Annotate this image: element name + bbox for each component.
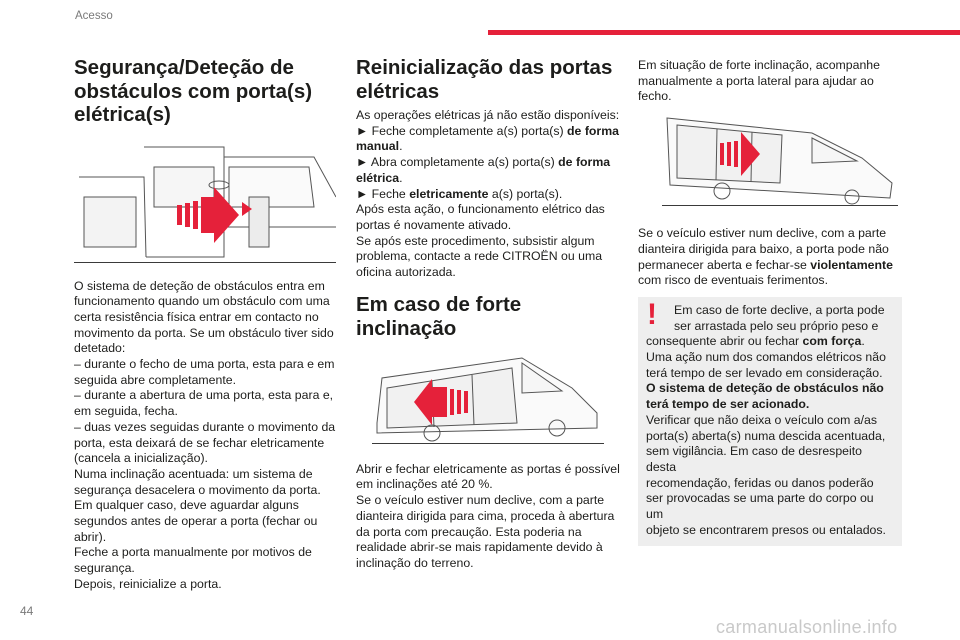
text-line: em seguida, fecha. xyxy=(74,404,178,419)
intro-line: As operações elétricas já não estão disponíveis: xyxy=(356,108,620,122)
text-line: Feche a porta manualmente por motivos de xyxy=(74,545,312,560)
illustration-van-downhill xyxy=(662,113,898,206)
text-line: manualmente a porta lateral para ajudar ao xyxy=(638,73,874,88)
door-obstacle-drawing xyxy=(74,137,336,262)
text-line: dianteira dirigida para cima, proceda à abertura xyxy=(356,508,615,523)
warning-line: Uma ação num dos comandos elétricos não xyxy=(646,350,886,365)
section-accent-bar xyxy=(488,30,960,35)
body-downhill xyxy=(638,226,902,289)
text-line: problema, contacte a rede CITROËN ou uma xyxy=(356,249,603,264)
warning-line: ser provocadas se uma parte do corpo ou um xyxy=(646,491,874,522)
step-2: ► Abra completamente a(s) porta(s) de forma xyxy=(356,155,611,170)
step-2-cont: elétrica. xyxy=(356,170,403,185)
text-line: Em situação de forte inclinação, acompanhe xyxy=(638,58,880,72)
text-line: – durante o fecho de uma porta, esta para e em xyxy=(74,357,335,372)
text-line: permanecer aberta e fechar-se violentamente xyxy=(638,257,893,272)
warning-line: porta(s) aberta(s) numa descida acentuada, xyxy=(646,428,886,443)
text-line: da porta com precaução. Esta poderia na xyxy=(356,524,582,539)
text-line: segurança desacelera o movimento da porta. xyxy=(74,482,321,497)
section-title: Acesso xyxy=(75,10,113,22)
text-line: O sistema de deteção de obstáculos entra em xyxy=(74,278,325,293)
text-line: segurança. xyxy=(74,561,135,576)
text-line: – durante a abertura de uma porta, esta para e, xyxy=(74,388,334,403)
warning-line: Verificar que não deixa o veículo com a/as xyxy=(646,412,878,427)
text-line: portas é novamente ativado. xyxy=(356,217,512,232)
text-line: Depois, reinicialize a porta. xyxy=(74,576,222,591)
column-reinitialization xyxy=(356,56,620,572)
watermark: carmanualsonline.info xyxy=(716,617,898,637)
text-line: Em qualquer caso, deve aguardar alguns xyxy=(74,498,299,513)
text-line: dianteira dirigida para baixo, a porta pode não xyxy=(638,241,889,256)
warning-box xyxy=(638,297,902,547)
body-reinitialization xyxy=(356,108,620,281)
text-line: Se o veículo estiver num declive, com a parte xyxy=(356,493,605,508)
text-line: realidade abrir-se mais rapidamente devido à xyxy=(356,540,603,555)
text-line: Numa inclinação acentuada: um sistema de xyxy=(74,466,313,481)
text-line: Se o veículo estiver num declive, com a parte xyxy=(638,226,887,241)
illustration-door-obstacle xyxy=(74,137,336,263)
text-line: Após esta ação, o funcionamento elétrico das xyxy=(356,202,605,217)
warning-line: recomendação, feridas ou danos poderão xyxy=(646,475,874,490)
heading-obstacle-detection: Segurança/Deteção de obstáculos com porta(s) elétrica(s) xyxy=(74,56,313,126)
text-line: oficina autorizada. xyxy=(356,265,456,280)
warning-exclamation-icon: ! xyxy=(647,297,657,331)
text-line: (cancela a inicialização). xyxy=(74,451,208,466)
warning-line: consequente abrir ou fechar com força. xyxy=(646,334,865,349)
text-line: inclinação do terreno. xyxy=(356,555,474,570)
text-line: funcionamento quando um obstáculo com uma xyxy=(74,294,330,309)
warning-line: objeto se encontrarem presos ou entalados. xyxy=(646,522,886,537)
column-obstacle-detection xyxy=(74,56,336,593)
page-number: 44 xyxy=(20,604,34,618)
text-line: Abrir e fechar eletricamente as portas é possível xyxy=(356,461,620,476)
step-1: ► Feche completamente a(s) porta(s) de forma xyxy=(356,123,619,138)
text-line: Se após este procedimento, subsistir algum xyxy=(356,233,595,248)
text-line: abrir). xyxy=(74,529,107,544)
text-line: – duas vezes seguidas durante o movimento da xyxy=(74,419,336,434)
text-line: porta, esta deixará de se fechar eletricamente xyxy=(74,435,325,450)
text-line: segundos antes de operar a porta (fechar ou xyxy=(74,514,318,529)
illustration-van-uphill xyxy=(372,353,604,444)
heading-steep-slope: Em caso de forte inclinação xyxy=(356,292,522,340)
van-uphill-drawing xyxy=(372,353,604,443)
text-line: fecho. xyxy=(638,89,672,104)
warning-line: sem vigilância. Em caso de desrespeito desta xyxy=(646,444,862,474)
body-steep-slope xyxy=(356,462,620,572)
text-line: certa resistência física entrar em contacto no xyxy=(74,309,319,324)
warning-line: O sistema de deteção de obstáculos não xyxy=(646,381,884,396)
text-line: detetado: xyxy=(74,341,126,356)
heading-reinitialization: Reinicialização das portas elétricas xyxy=(356,56,613,103)
body-obstacle-detection xyxy=(74,279,336,593)
text-line: em inclinações até 20 %. xyxy=(356,477,493,492)
step-3: ► Feche eletricamente a(s) porta(s). xyxy=(356,186,563,201)
warning-line: ser arrastada pelo seu próprio peso e xyxy=(674,318,879,333)
warning-line: terá tempo de ser levado em consideração. xyxy=(646,365,883,380)
text-line: com risco de eventuais ferimentos. xyxy=(638,273,829,288)
step-1-cont: manual. xyxy=(356,139,403,154)
text-line: seguida abre completamente. xyxy=(74,372,237,387)
column-slope-advice xyxy=(638,58,902,546)
warning-line: Em caso de forte declive, a porta pode xyxy=(674,302,885,317)
van-downhill-drawing xyxy=(662,113,898,205)
text-line: movimento da porta. Se um obstáculo tiver sido xyxy=(74,325,334,340)
warning-line: terá tempo de ser acionado. xyxy=(646,397,810,412)
